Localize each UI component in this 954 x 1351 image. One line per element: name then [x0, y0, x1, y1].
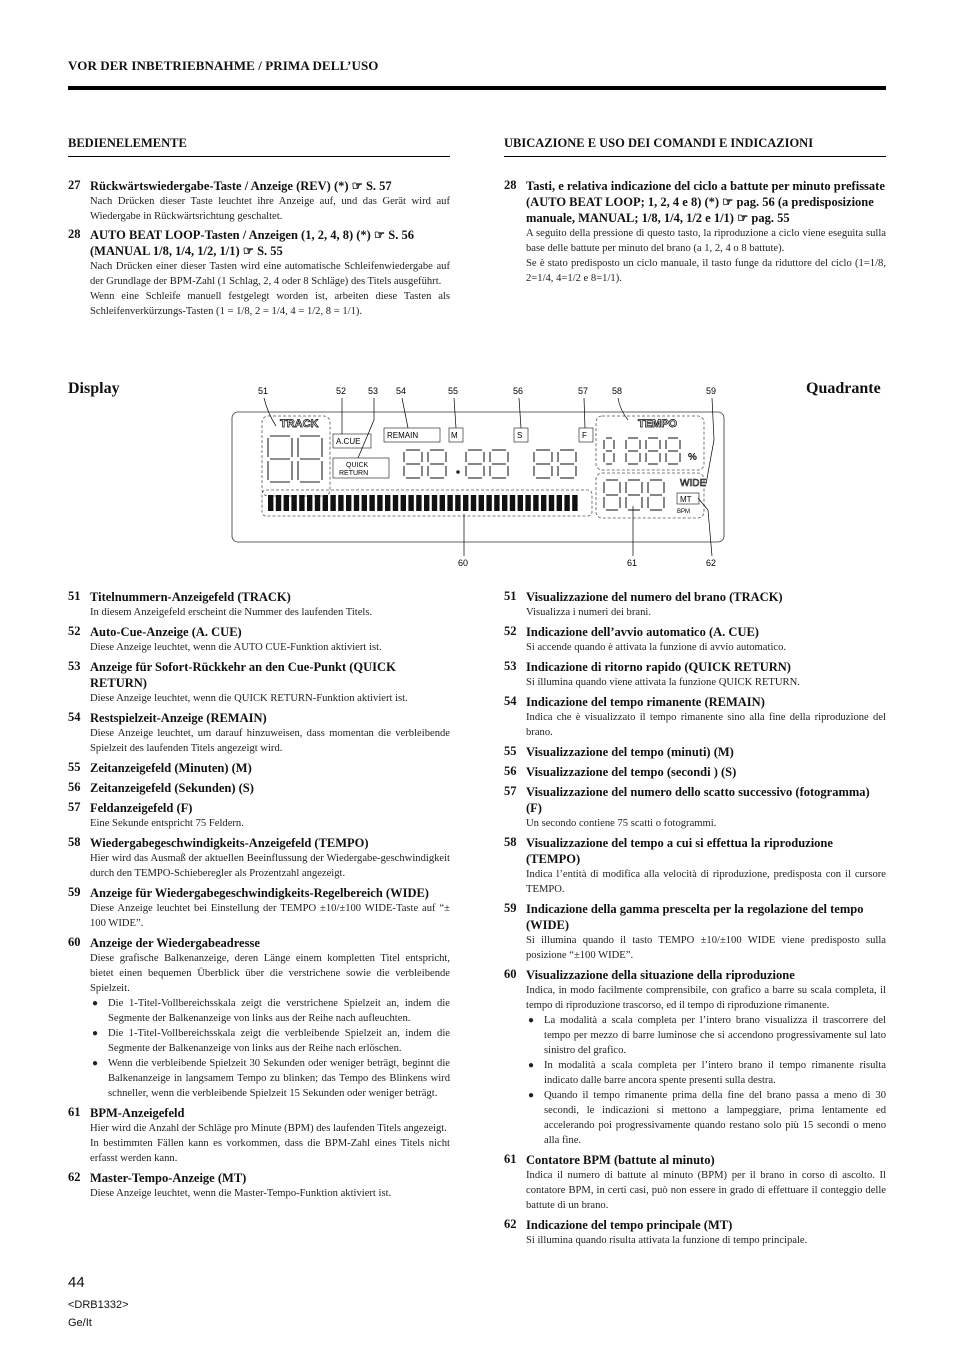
item-heading: Visualizzazione del numero del brano (TRACK): [526, 590, 783, 604]
bar-segment: [471, 495, 476, 511]
bar-segment: [502, 495, 507, 511]
item-57: [504, 784, 886, 831]
lcd-quick-label: QUICK: [346, 462, 369, 469]
seven-segment-digit: [604, 438, 614, 464]
bar-segment: [455, 495, 460, 511]
item-number: 58: [68, 835, 81, 849]
item-description: Visualizza i numeri dei brani.: [526, 607, 651, 618]
item-description: Indica l’entità di modifica alla velocità di riproduzione, predisposta con il cursore TEMPO.: [526, 869, 886, 895]
section-rule-de: [68, 156, 450, 157]
lcd-remain-label: REMAIN: [387, 431, 419, 440]
item-heading: AUTO BEAT LOOP-Tasten / Anzeigen (1, 2, 4, 8) (*) ☞ S. 56 (MANUAL 1/8, 1/4, 1/2, 1/1) ☞ S. 55: [90, 228, 414, 258]
item-59: [504, 901, 886, 963]
lcd-frame: [232, 412, 724, 542]
item-heading: Indicazione dell’avvio automatico (A. CUE): [526, 625, 759, 639]
bar-segment: [479, 495, 484, 511]
item-55: [68, 760, 450, 776]
seven-segment-digit: [298, 436, 322, 482]
item-51: [68, 589, 450, 620]
header-rule: [68, 86, 886, 90]
seven-segment-digit: [466, 450, 484, 478]
callout-57: 57: [578, 386, 589, 396]
item-number: 28: [504, 178, 517, 192]
item-description: Si illumina quando viene attivata la funzione QUICK RETURN.: [526, 677, 800, 688]
bar-segment: [354, 495, 359, 511]
item-54: [504, 694, 886, 740]
item-number: 60: [504, 967, 517, 981]
item-62: [68, 1170, 450, 1201]
item-bullet: ● Quando il tempo rimanente prima della fine del brano passa a meno di 30 secondi, le indicazioni si mettono a lampeggiare, prima lentamente ed accelerando poi progressivamente quando restano solo più 15 secondi o meno alla fine.: [526, 1088, 886, 1148]
item-heading: Master-Tempo-Anzeige (MT): [90, 1171, 247, 1185]
item-heading: Visualizzazione del numero dello scatto successivo (fotogramma) (F): [526, 785, 870, 815]
item-description: In bestimmten Fällen kann es vorkommen, dass die BPM-Zahl eines Titels nicht erfasst werden kann.: [90, 1138, 450, 1164]
bar-segment: [385, 495, 390, 511]
item-description: Se è stato predisposto un ciclo manuale, il tasto funge da riduttore del ciclo (1=1/8, 2=1/4, 4=1/2 e 8=1/1).: [526, 258, 886, 284]
bar-segment: [307, 495, 312, 511]
bar-segment: [541, 495, 546, 511]
item-description: Eine Sekunde entspricht 75 Feldern.: [90, 818, 244, 829]
bar-segment: [533, 495, 538, 511]
callout-60: 60: [458, 558, 469, 568]
item-52: [68, 624, 450, 655]
callout-55: 55: [448, 386, 459, 396]
bar-segment: [424, 495, 429, 511]
item-description: Diese Anzeige leuchtet, um darauf hinzuweisen, dass momentan die verbleibende Spielzeit des laufenden Titels angezeigt wird.: [90, 728, 450, 754]
item-bullet: ● Die 1-Titel-Vollbereichsskala zeigt die verstrichene Spielzeit an, indem die Segmente der Balkenanzeige von links aus der Reihe nach aufleuchten.: [90, 996, 450, 1026]
item-number: 28: [68, 227, 81, 241]
item-28: [504, 178, 886, 286]
left-top-column: [68, 178, 450, 322]
bar-segment: [572, 495, 577, 511]
left-main-column: [68, 589, 450, 1205]
bar-segment: [284, 495, 289, 511]
section-rule-it: [504, 156, 886, 157]
item-number: 61: [504, 1152, 517, 1166]
item-heading: Contatore BPM (battute al minuto): [526, 1153, 715, 1167]
item-description: Nach Drücken dieser Taste leuchtet ihre Anzeige auf, und das Gerät wird auf Wiedergabe in Rückwärtsrichtung geschaltet.: [90, 196, 450, 222]
item-number: 60: [68, 935, 81, 949]
item-description: Si illumina quando il tasto TEMPO ±10/±100 WIDE viene predisposto sulla posizione “±100 WIDE”.: [526, 935, 886, 961]
item-heading: Rückwärtswiedergabe-Taste / Anzeige (REV) (*) ☞ S. 57: [90, 179, 392, 193]
bar-segment: [463, 495, 468, 511]
item-heading: Feldanzeigefeld (F): [90, 801, 193, 815]
item-heading: Visualizzazione del tempo (secondi ) (S): [526, 765, 737, 779]
item-58: [504, 835, 886, 897]
item-heading: Indicazione di ritorno rapido (QUICK RETURN): [526, 660, 791, 674]
bar-segment: [440, 495, 445, 511]
item-heading: Auto-Cue-Anzeige (A. CUE): [90, 625, 242, 639]
item-description: Hier wird das Ausmaß der aktuellen Beeinflussung der Wiedergabe-geschwindigkeit durch den TEMPO-Schieberegler als Prozentzahl angezeigt.: [90, 853, 450, 879]
item-59: [68, 885, 450, 931]
bar-segment: [408, 495, 413, 511]
item-heading: Indicazione del tempo principale (MT): [526, 1218, 733, 1232]
item-number: 54: [68, 710, 81, 724]
item-heading: Anzeige für Sofort-Rückkehr an den Cue-Punkt (QUICK RETURN): [90, 660, 396, 690]
seven-segment-digit: [626, 438, 640, 464]
item-55: [504, 744, 886, 760]
item-description: Un secondo contiene 75 scatti o fotogrammi.: [526, 818, 717, 829]
item-number: 57: [68, 800, 81, 814]
seven-segment-digit: [268, 436, 292, 482]
item-number: 53: [504, 659, 517, 673]
seven-segment-digit: [534, 450, 552, 478]
bar-segment: [432, 495, 437, 511]
seven-segment-digit: [648, 480, 664, 510]
right-top-column: [504, 178, 886, 289]
bar-segment: [393, 495, 398, 511]
item-number: 52: [504, 624, 517, 638]
item-number: 59: [68, 885, 81, 899]
bar-segment: [486, 495, 491, 511]
seven-segment-digit: [646, 438, 660, 464]
seven-segment-digit: [404, 450, 422, 478]
bar-segment: [549, 495, 554, 511]
seven-segment-digit: [666, 438, 680, 464]
item-description: Nach Drücken einer dieser Tasten wird eine automatische Schleifenwiedergabe auf der Grundlage der BPM-Zahl (1 Schlag, 2, 4 oder 8 Schläge) des Titels ausgeführt.: [90, 261, 450, 287]
doc-code: <DRB1332>: [68, 1299, 129, 1311]
item-heading: Anzeige für Wiedergabegeschwindigkeits-Regelbereich (WIDE): [90, 886, 429, 900]
lcd-percent-label: %: [688, 452, 697, 463]
item-description: Hier wird die Anzahl der Schläge pro Minute (BPM) des laufenden Titels angezeigt.: [90, 1123, 447, 1134]
item-heading: Anzeige der Wiedergabeadresse: [90, 936, 260, 950]
bar-segment: [315, 495, 320, 511]
section-title-it: UBICAZIONE E USO DEI COMANDI E INDICAZIONI: [504, 136, 814, 150]
seven-segment-digit: [558, 450, 576, 478]
item-description: Si accende quando è attivata la funzione di avvio automatico.: [526, 642, 787, 653]
lcd-bpm-label: BPM: [677, 509, 691, 515]
item-58: [68, 835, 450, 881]
item-60: [504, 967, 886, 1148]
doc-lang: Ge/It: [68, 1317, 92, 1329]
item-number: 27: [68, 178, 81, 192]
bar-segment: [401, 495, 406, 511]
item-number: 53: [68, 659, 81, 673]
lcd-mt-label: MT: [680, 495, 692, 504]
bar-segment: [362, 495, 367, 511]
seven-segment-digit: [490, 450, 508, 478]
page-number: 44: [68, 1274, 85, 1291]
callout-58: 58: [612, 386, 623, 396]
item-53: [68, 659, 450, 706]
item-bullet: ● La modalità a scala completa per l’intero brano visualizza il trascorrere del tempo per mezzo di barre luminose che si accendono progressivamente sul lato sinistro del grafico.: [526, 1013, 886, 1058]
lcd-wide-label: WIDE: [680, 478, 707, 489]
bar-segment: [369, 495, 374, 511]
item-number: 58: [504, 835, 517, 849]
item-heading: Wiedergabegeschwindigkeits-Anzeigefeld (TEMPO): [90, 836, 369, 850]
item-heading: Zeitanzeigefeld (Sekunden) (S): [90, 781, 254, 795]
bar-segment: [564, 495, 569, 511]
callout-59: 59: [706, 386, 717, 396]
item-number: 56: [504, 764, 517, 778]
item-heading: BPM-Anzeigefeld: [90, 1106, 185, 1120]
display-diagram: [228, 380, 748, 572]
item-56: [68, 780, 450, 796]
item-number: 54: [504, 694, 517, 708]
item-bullet: ● Wenn die verbleibende Spielzeit 30 Sekunden oder weniger beträgt, beginnt die Balkenanzeige in langsamem Tempo zu blinken; das Tempo des Blinkens wird schneller, wenn die verbleibende Spielzeit 15 Sekunden oder weniger beträgt.: [90, 1056, 450, 1101]
lcd-track-label: TRACK: [280, 418, 319, 430]
item-28: [68, 227, 450, 319]
bar-segment: [338, 495, 343, 511]
item-57: [68, 800, 450, 831]
lcd-s-label: S: [517, 431, 523, 440]
item-description: Indica, in modo facilmente comprensibile, con grafico a barre su scala completa, il tempo di riproduzione trascorso, ed il tempo di riproduzione rimanente.: [526, 985, 886, 1011]
item-description: Indica che è visualizzato il tempo rimanente sino alla fine della riproduzione del brano.: [526, 712, 886, 738]
item-62: [504, 1217, 886, 1248]
item-53: [504, 659, 886, 690]
item-number: 52: [68, 624, 81, 638]
lcd-f-label: F: [582, 431, 587, 440]
item-description: Diese Anzeige leuchtet bei Einstellung der TEMPO ±10/±100 WIDE-Taste auf “± 100 WIDE”.: [90, 903, 450, 929]
bar-segment: [377, 495, 382, 511]
section-title-de: BEDIENELEMENTE: [68, 136, 187, 150]
item-27: [68, 178, 450, 224]
display-label-de: Display: [68, 380, 120, 397]
item-number: 61: [68, 1105, 81, 1119]
item-number: 57: [504, 784, 517, 798]
page-header: VOR DER INBETRIEBNAHME / PRIMA DELL’USO: [68, 58, 379, 73]
bar-segment: [299, 495, 304, 511]
item-61: [68, 1105, 450, 1166]
lcd-return-label: RETURN: [339, 470, 369, 477]
item-number: 62: [68, 1170, 81, 1184]
callout-62: 62: [706, 558, 717, 568]
item-bullet: ● Die 1-Titel-Vollbereichsskala zeigt die verbleibende Spielzeit an, indem die Segmente der Balkenanzeige von links aus der Reihe nach erlöschen.: [90, 1026, 450, 1056]
item-heading: Visualizzazione del tempo (minuti) (M): [526, 745, 734, 759]
bar-segment: [447, 495, 452, 511]
item-number: 55: [68, 760, 81, 774]
item-heading: Visualizzazione della situazione della riproduzione: [526, 968, 795, 982]
item-heading: Tasti, e relativa indicazione del ciclo a battute per minuto prefissate (AUTO BEAT LOOP; 1, 2, 4 e 8) (*) ☞ pag. 56 (a predisposizione manuale, MANUAL; 1/8, 1/4, 1/2 e 1/1) ☞ pag. 55: [526, 179, 885, 225]
item-description: Indica il numero di battute al minuto (BPM) per il brano in corso di ascolto. Il contatore BPM, in certi casi, può non essere in grado di effettuare il conteggio delle battute di un brano.: [526, 1170, 886, 1211]
item-description: Diese Anzeige leuchtet, wenn die QUICK RETURN-Funktion aktiviert ist.: [90, 693, 408, 704]
item-61: [504, 1152, 886, 1213]
bar-segment: [557, 495, 562, 511]
item-description: Si illumina quando risulta attivata la funzione di tempo principale.: [526, 1235, 808, 1246]
bar-segment: [518, 495, 523, 511]
item-description: Diese grafische Balkenanzeige, deren Länge einem kompletten Titel entspricht, bietet einen bequemen Überblick über die verstrichene sowie die verbleibende Spielzeit.: [90, 953, 450, 994]
item-description: Diese Anzeige leuchtet, wenn die Master-Tempo-Funktion aktiviert ist.: [90, 1188, 392, 1199]
item-number: 62: [504, 1217, 517, 1231]
callout-51: 51: [258, 386, 269, 396]
bar-segment: [416, 495, 421, 511]
callout-56: 56: [513, 386, 524, 396]
seven-segment-digit: [604, 480, 620, 510]
bar-segment: [291, 495, 296, 511]
bar-segment: [330, 495, 335, 511]
item-heading: Visualizzazione del tempo a cui si effettua la riproduzione (TEMPO): [526, 836, 833, 866]
item-number: 55: [504, 744, 517, 758]
bar-segment: [510, 495, 515, 511]
item-heading: Titelnummern-Anzeigefeld (TRACK): [90, 590, 291, 604]
item-heading: Indicazione del tempo rimanente (REMAIN): [526, 695, 765, 709]
right-main-column: [504, 589, 886, 1252]
item-51: [504, 589, 886, 620]
lcd-tempo-label: TEMPO: [638, 418, 678, 430]
lcd-m-label: M: [451, 431, 458, 440]
item-52: [504, 624, 886, 655]
display-label-it: Quadrante: [806, 380, 881, 397]
item-description: In diesem Anzeigefeld erscheint die Nummer des laufenden Titels.: [90, 607, 373, 618]
callout-53: 53: [368, 386, 379, 396]
item-54: [68, 710, 450, 756]
callout-54: 54: [396, 386, 407, 396]
item-heading: Restspielzeit-Anzeige (REMAIN): [90, 711, 267, 725]
seven-segment-digit: [626, 480, 642, 510]
item-56: [504, 764, 886, 780]
callout-52: 52: [336, 386, 347, 396]
seven-segment-digit: [428, 450, 446, 478]
item-description: Wenn eine Schleife manuell festgelegt worden ist, arbeiten diese Tasten als Schleifenverkürzungs-Tasten (1 = 1/8, 2 = 1/4, 4 = 1/2, 8 = 1/1).: [90, 291, 450, 317]
bar-segment: [525, 495, 530, 511]
bar-segment: [494, 495, 499, 511]
callout-61: 61: [627, 558, 638, 568]
item-60: [68, 935, 450, 1101]
bar-segment: [276, 495, 281, 511]
item-number: 51: [68, 589, 81, 603]
bar-segment: [346, 495, 351, 511]
item-description: A seguito della pressione di questo tasto, la riproduzione a ciclo viene eseguita sulla base delle battute per minuto del brano (a 1, 2, 4 o 8 battute).: [526, 228, 886, 254]
item-bullet: ● In modalità a scala completa per l’intero brano il tempo rimanente risulta indicato dalle barre ancora spente presenti sulla destra.: [526, 1058, 886, 1088]
item-number: 56: [68, 780, 81, 794]
lcd-acue-label: A.CUE: [336, 437, 361, 446]
item-heading: Indicazione della gamma prescelta per la regolazione del tempo (WIDE): [526, 902, 864, 932]
item-number: 51: [504, 589, 517, 603]
item-description: Diese Anzeige leuchtet, wenn die AUTO CUE-Funktion aktiviert ist.: [90, 642, 382, 653]
bar-segment: [323, 495, 328, 511]
item-number: 59: [504, 901, 517, 915]
bar-segment: [268, 495, 273, 511]
item-heading: Zeitanzeigefeld (Minuten) (M): [90, 761, 252, 775]
